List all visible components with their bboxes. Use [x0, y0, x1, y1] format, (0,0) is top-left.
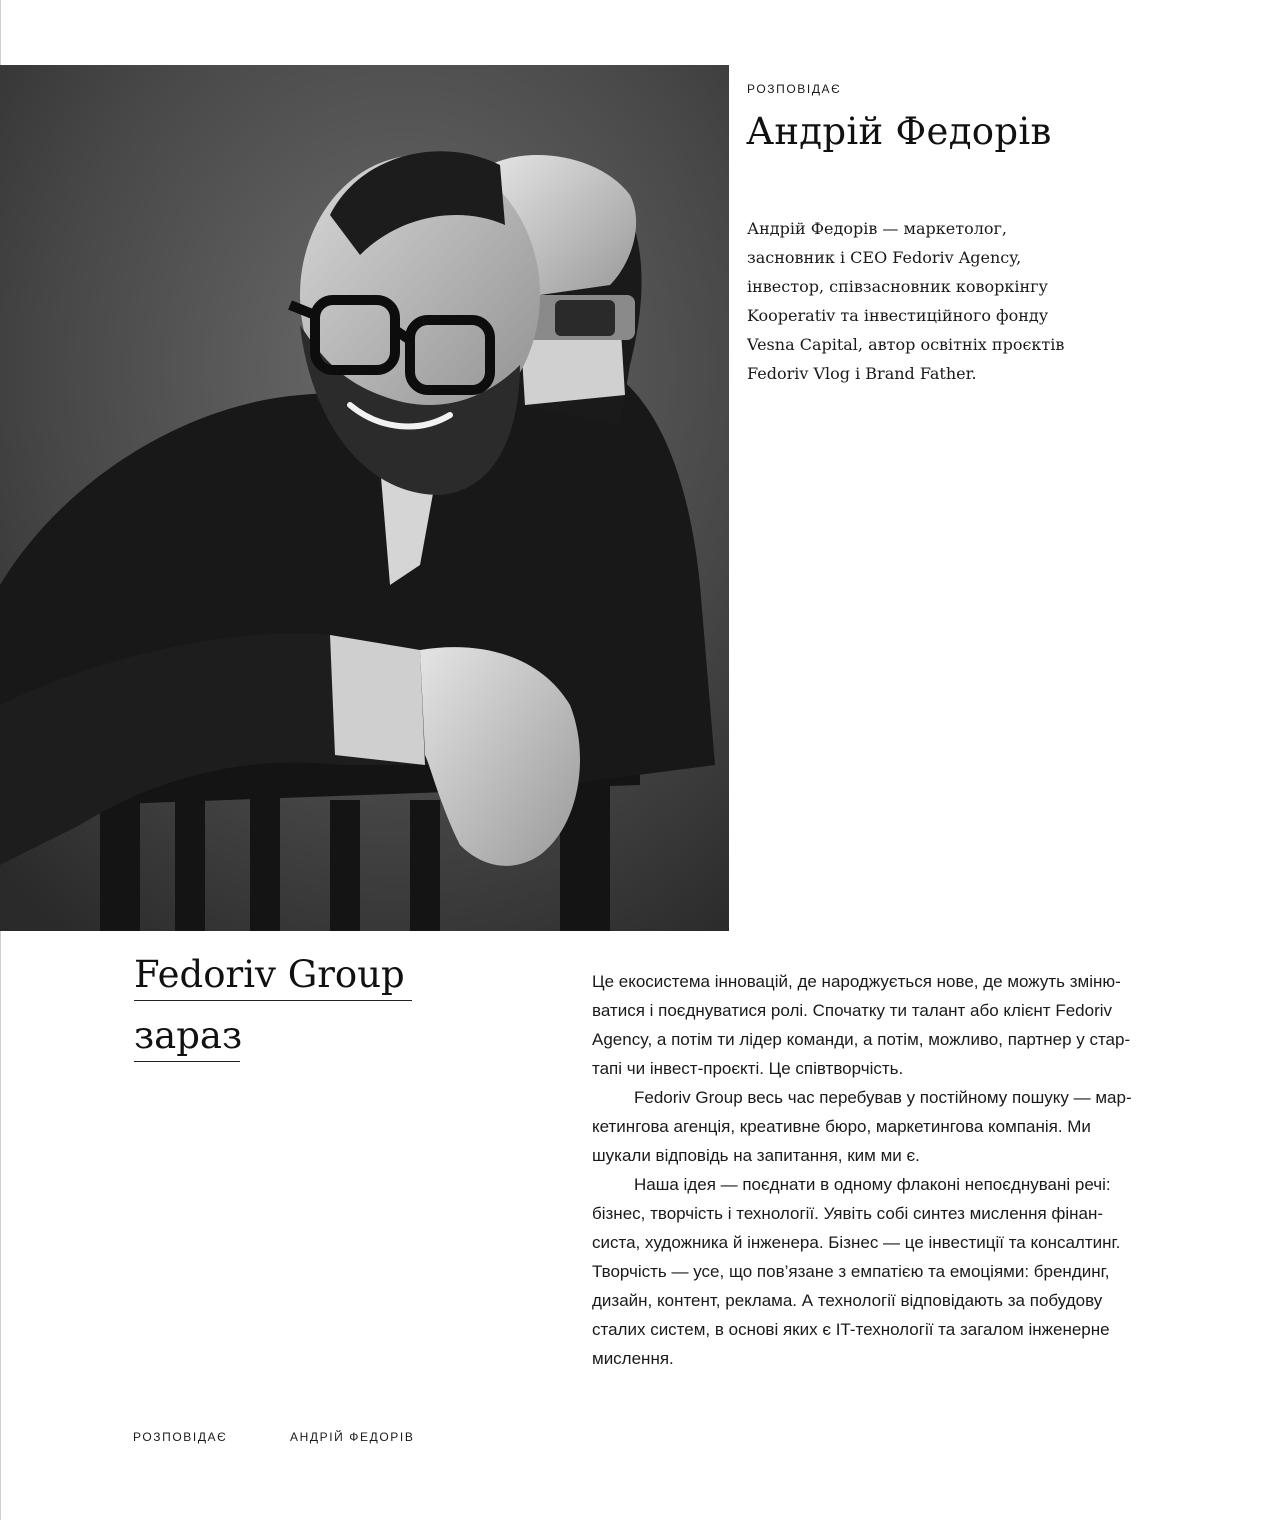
paragraph-2: Fedoriv Group весь час перебував у постійному пошуку — мар- кетингова агенція, креативне бюро, маркетингова компанія. Ми шукали відповідь на запитання, ким ми є. [592, 1088, 1132, 1165]
bio-line: засновник і CEO Fedoriv Agency, [747, 248, 1022, 267]
bio-line: Vesna Capital, автор освітніх проєктів [747, 335, 1065, 354]
section-body [592, 967, 1192, 1373]
bio-line: Fedoriv Vlog і Brand Father. [747, 364, 977, 383]
portrait-illustration [0, 65, 729, 931]
paragraph-1: Це екосистема інновацій, де народжується нове, де можуть зміню- ватися і поєднуватися ролі. Спочатку ти талант або клієнт Fedoriv Agency, а потім ти лідер команди, а потім, можливо, партнер у стар- тапі чи інвест-проєкті. Це співтворчість. [592, 972, 1131, 1078]
bio-line: Kooperativ та інвестиційного фонду [747, 306, 1049, 325]
author-bio [747, 214, 1127, 388]
footer-author: АНДРІЙ ФЕДОРІВ [290, 1430, 415, 1444]
author-portrait-photo [0, 65, 729, 931]
section-title [134, 950, 412, 1072]
section-title-line-2: зараз [134, 1011, 412, 1072]
footer-kicker: РОЗПОВІДАЄ [133, 1430, 228, 1444]
narrator-kicker: РОЗПОВІДАЄ [747, 82, 842, 96]
author-name: Андрій Федорів [746, 110, 1052, 153]
paragraph-3: Наша ідея — поєднати в одному флаконі непоєднувані речі: бізнес, творчість і технології. Уявіть собі синтез мислення фінан- систа, художника й інженера. Бізнес — це інвестиції та консалтинг. Творчість — усе, що пов’язане з емпатією та емоціями: брендинг, дизайн, контент, реклама. А технології відповідають за побудову сталих систем, в основі яких є IT-технології та загалом інженерне мислення. [592, 1175, 1121, 1368]
bio-line: Андрій Федорів — маркетолог, [747, 219, 1007, 238]
bio-line: інвестор, співзасновник коворкінгу [747, 277, 1048, 296]
section-title-line-1: Fedoriv Group [134, 950, 412, 1011]
